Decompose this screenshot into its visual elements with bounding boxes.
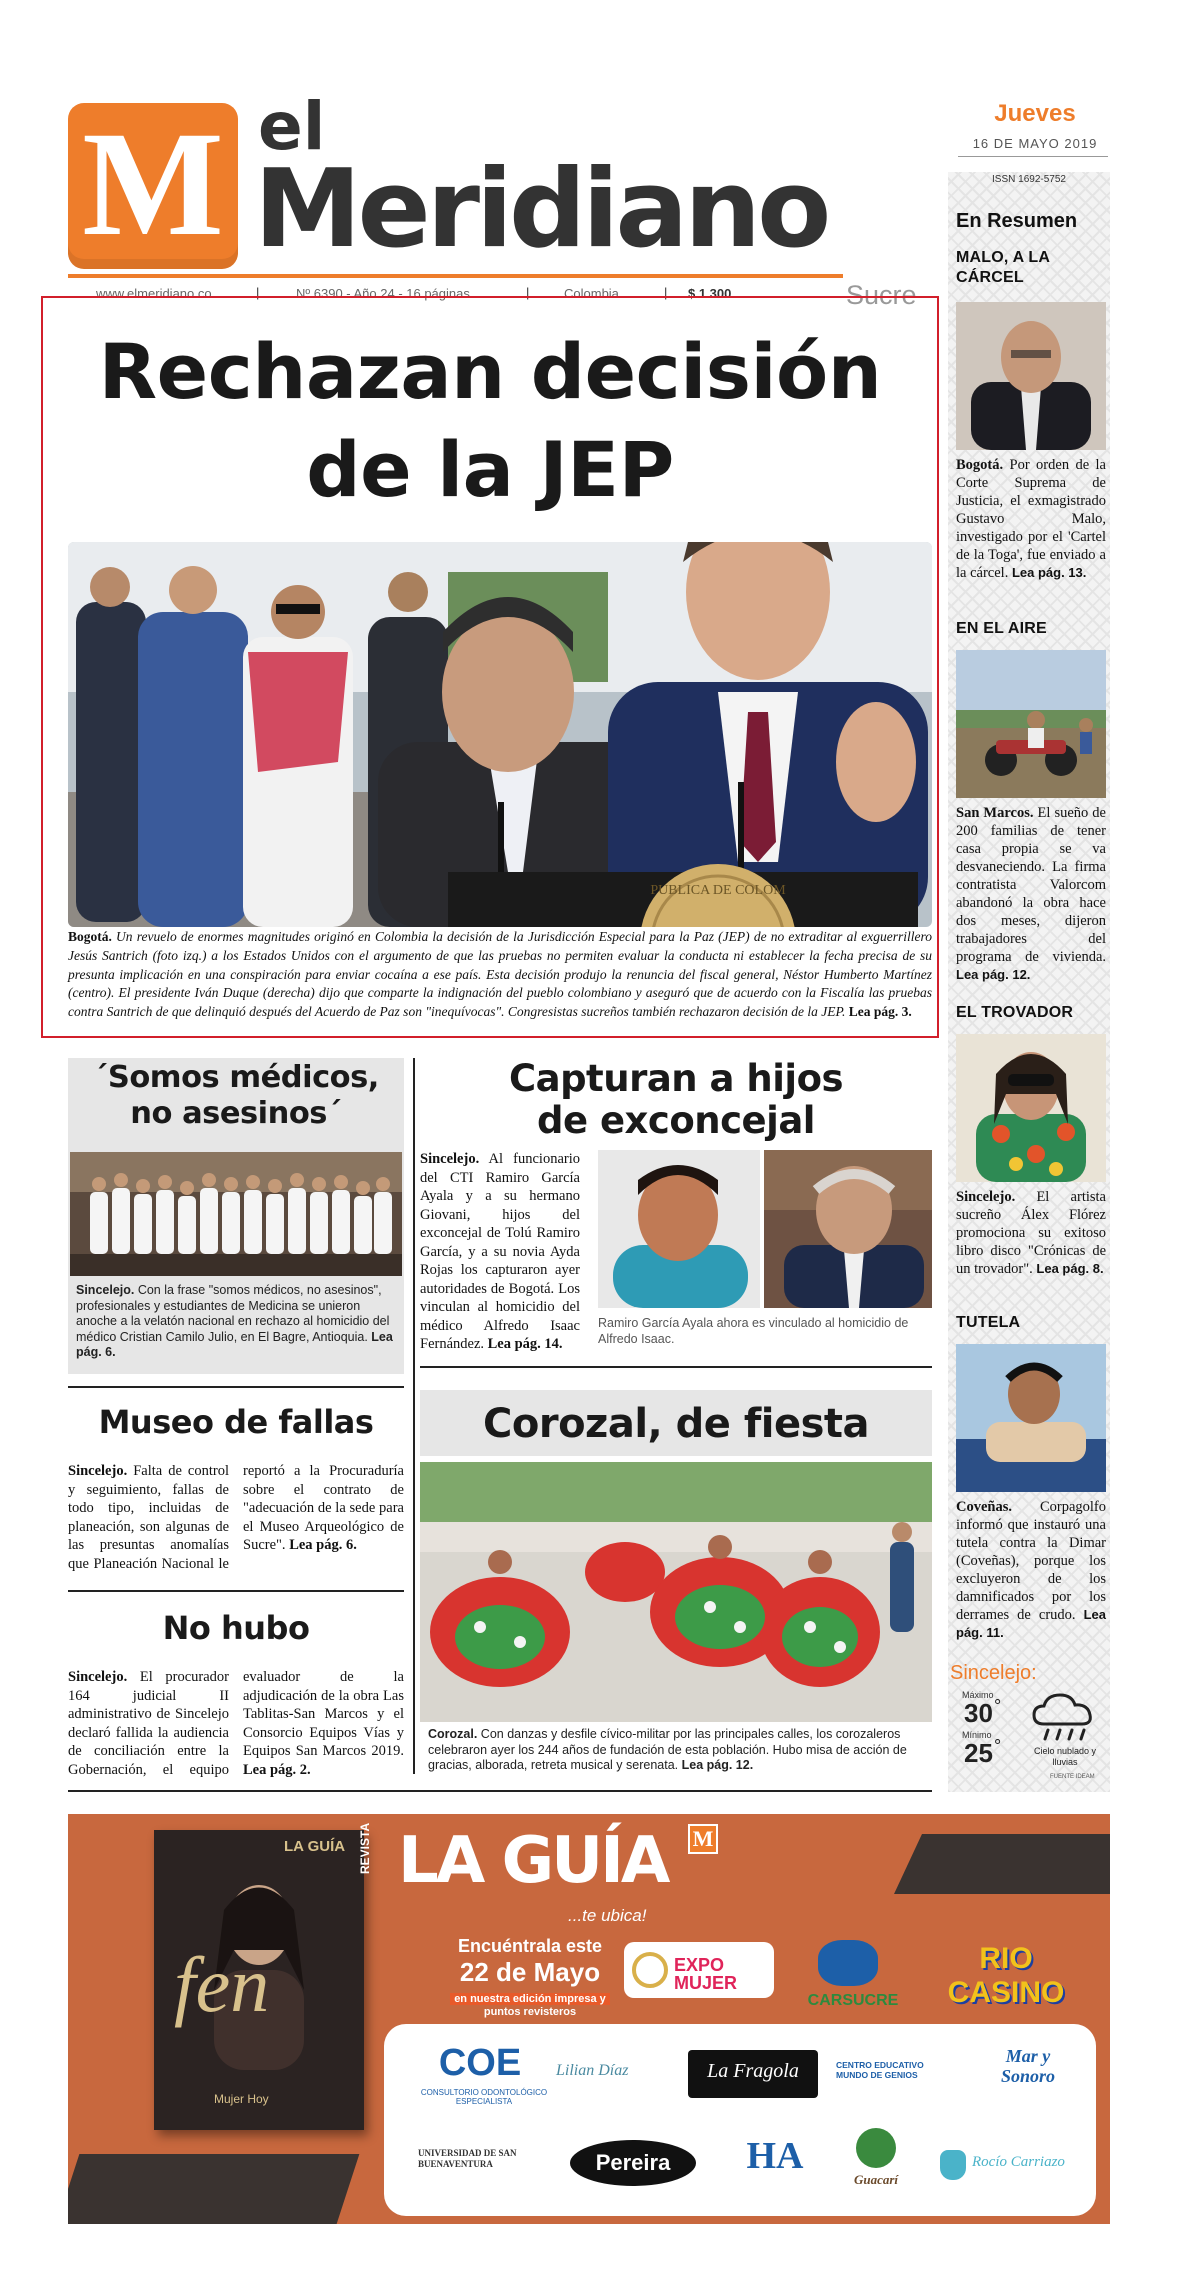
nohubo-body: [68, 1668, 404, 1779]
masthead-orange-rule: [68, 274, 843, 278]
divider: [420, 1366, 932, 1368]
sponsor-fragola-label: La Fragola: [707, 2060, 799, 2082]
website[interactable]: www.elmeridiano.co: [96, 286, 212, 301]
capturan-text: Al funcionario del CTI Ramiro García Ayala y a su hermano Giovani, hijos del exconcejal de Tolú Ramiro García, y a su novia Ayda Rojas los capturaron ayer autoridades de Bogotá. Los vinculan al homicidio del médico Alfredo Isaac Fernández.: [420, 1151, 580, 1352]
sponsor-carsucre[interactable]: [788, 1934, 918, 2020]
nohubo-text: El procurador 164 judicial II administrativo de Sincelejo declaró fallida la audiencia de conciliación entre la Gobernación, el equipo evaluador de la adjudicación de la obra Las Tablitas-San Marcos y el Consorcio Equipos Vías y Equipos San Marcos 2019.: [68, 1669, 404, 1778]
ad-find-box: [410, 1936, 650, 2028]
sidebar-ref-1[interactable]: Lea pág. 12.: [956, 967, 1031, 982]
corozal-headline: Corozal, de fiesta: [483, 1401, 869, 1447]
magazine-stack-right: [894, 1834, 1110, 1894]
ad-find-date: 22 de Mayo: [459, 1957, 601, 1987]
sidebar-item-1-text: El sueño de 200 familias de tener casa propia se va desvaneciendo. La firma contratista Valorcom abandonó la obra hace dos meses, dijeron trabajadores del programa de vivienda.: [956, 805, 1106, 965]
sponsor-mar-sonoro[interactable]: Mar y Sonoro: [1000, 2046, 1056, 2086]
weather-max-label: Máximo: [962, 1690, 994, 1700]
capturan-headline-line1: Capturan a hijos: [508, 1057, 844, 1100]
cover-brand: LA GUÍA: [284, 1838, 346, 1855]
sponsor-expo-mujer-label: EXPO MUJER: [674, 1955, 738, 1993]
sponsor-lilian[interactable]: Lilian Díaz: [556, 2062, 629, 2079]
logo-letter: M: [82, 101, 224, 267]
sidebar-dateline-2: Sincelejo.: [956, 1189, 1016, 1205]
sidebar-label-3: TUTELA: [956, 1314, 1021, 1331]
sidebar-ref-0[interactable]: Lea pág. 13.: [1011, 565, 1087, 580]
lead-caption-dateline: Bogotá.: [68, 929, 112, 944]
sidebar-photo-2: [956, 1034, 1106, 1182]
cloud-rain-icon: [1030, 1690, 1096, 1744]
corozal-ref[interactable]: Lea pág. 12.: [681, 1758, 754, 1772]
capturan-photo-caption: Ramiro García Ayala ahora es vinculado al homicidio de Alfredo Isaac.: [598, 1316, 909, 1346]
medicos-caption-text: Con la frase "somos médicos, no asesinos", profesionales y estudiantes de Medicina se unieron anoche a la velatón nacional en rechazo al homicidio del médico Cristian Camilo Julio, en El Bagre, Antioquia.: [76, 1283, 390, 1344]
corozal-caption: [428, 1727, 932, 1774]
lead-photo: [68, 542, 932, 927]
lead-caption: [68, 928, 932, 1022]
weather-min-value: 25: [964, 1738, 993, 1768]
sidebar-item-2-text: El artista sucreño Álex Flórez promociona su exitoso libro disco "Crónicas de un trovador".: [956, 1189, 1106, 1277]
divider: [68, 1790, 932, 1792]
sidebar-item-3-text: Corpagolfo informó que instauró una tutela contra la Dimar (Coveñas), porque los excluyeron de los damnificados por los derrames de crudo.: [956, 1499, 1106, 1623]
price: $ 1.300: [688, 286, 732, 301]
museo-headline: Museo de fallas: [98, 1403, 374, 1441]
logo-word-el: el: [258, 88, 326, 165]
weather-source: FUENTE IDEAM: [1050, 1774, 1095, 1780]
sidebar-label-0: MALO, A LA CÁRCEL: [956, 249, 1050, 286]
sponsor-coe[interactable]: COE: [438, 2042, 522, 2084]
separator: |: [526, 285, 530, 300]
sponsor-expo-mujer[interactable]: [624, 1942, 774, 1998]
day-label: Jueves: [994, 100, 1076, 127]
medicos-photo: [70, 1152, 402, 1276]
sidebar-dateline-1: San Marcos.: [956, 805, 1034, 821]
sidebar-ref-3[interactable]: Lea pág. 11.: [956, 1607, 1106, 1640]
sidebar-item-0-text: Por orden de la Corte Suprema de Justicia, el exmagistrado Gustavo Malo, investigado por el 'Cartel de la Toga', fue enviado a la cárcel.: [956, 457, 1106, 581]
sidebar-photo-0: [956, 302, 1106, 450]
ad-revista: REVISTA: [358, 1822, 372, 1874]
sponsor-rio-casino-label: RIO CASINO: [947, 1942, 1065, 2009]
weather-box: [948, 1662, 1110, 1790]
sponsor-rocio-label: Rocío Carriazo: [972, 2154, 1065, 2170]
magazine-stack: [68, 2154, 359, 2224]
date-rule: [958, 156, 1108, 157]
ad-brand-badge: M: [688, 1824, 718, 1854]
logo-word-meridiano: Meridiano: [254, 147, 828, 272]
date-label: 16 DE MAYO 2019: [972, 136, 1098, 151]
capturan-dateline: Sincelejo.: [420, 1151, 480, 1167]
nohubo-headline: No hubo: [162, 1609, 310, 1647]
sidebar-text-1: [956, 804, 1106, 984]
map-icon: [818, 1940, 878, 1986]
ad-find-line3: en nuestra edición impresa y: [450, 1993, 610, 2005]
corozal-dateline: Corozal.: [428, 1727, 478, 1741]
sponsor-fragola[interactable]: [688, 2050, 818, 2098]
weather-condition: Cielo nublado y lluvias: [1033, 1746, 1097, 1767]
capturan-body: [420, 1150, 580, 1354]
sidebar-label-1: EN EL AIRE: [956, 620, 1047, 637]
sponsor-guacari[interactable]: [846, 2128, 906, 2198]
divider: [68, 1590, 404, 1592]
lead-headline-line1: Rechazan decisión: [98, 327, 882, 416]
museo-text: Falta de control y seguimiento, fallas de todo tipo, incluidas de planeación, son algunas de las presuntas anomalías que Planeación Nacional le reportó a la Procuraduría sobre el contrato de "adecuación de la sede para el Museo Arqueológico de Sucre".: [68, 1463, 404, 1572]
country: Colombia: [564, 286, 619, 301]
ad-tagline: ...te ubica!: [568, 1906, 647, 1925]
sidebar-text-3: [956, 1498, 1106, 1642]
ad-brand: LA GUÍA: [398, 1824, 668, 1898]
sponsor-usb[interactable]: UNIVERSIDAD DE SAN BUENAVENTURA: [418, 2148, 517, 2169]
medicos-caption: [76, 1283, 400, 1361]
capturan-ref[interactable]: Lea pág. 14.: [487, 1336, 563, 1352]
lead-caption-text: Un revuelo de enormes magnitudes originó en Colombia la decisión de la Jurisdicción Especial para la Paz (JEP) de no extraditar al exguerrillero Jesús Santrich (foto izq.) a los Estados Unidos con el argumento de que las pruebas no permiten evaluar la conducta ni establecer la fecha precisa de su presunta implicación en una conspiración para enviar cocaína a ese país. Esta decisión produjo la renuncia del fiscal general, Néstor Humberto Martínez (centro). El presidente Iván Duque (derecha) dijo que comparte la indignación del pueblo colombiano y aseguró que de acuerdo con la Fiscalía las pruebas contra Santrich de que delinquió después del Acuerdo de Paz son "inequívocas". Congresistas sucreños también rechazaron decisión de la JEP.: [68, 929, 932, 1020]
sidebar-dateline-3: Coveñas.: [956, 1499, 1012, 1515]
cover-sub: Mujer Hoy: [214, 2092, 269, 2106]
ad-banner[interactable]: [68, 1814, 1110, 2224]
issn: ISSN 1692-5752: [992, 174, 1066, 185]
sponsor-mundo-genios[interactable]: CENTRO EDUCATIVO MUNDO DE GENIOS: [836, 2060, 924, 2080]
sidebar-photo-1: [956, 650, 1106, 798]
logo-badge: [68, 103, 238, 269]
lead-headline-line2: de la JEP: [306, 425, 674, 514]
sidebar-dateline-0: Bogotá.: [956, 457, 1004, 473]
tree-icon: [856, 2128, 896, 2168]
sidebar-label-2: EL TROVADOR: [956, 1004, 1074, 1021]
capturan-photo-1: [598, 1150, 760, 1308]
sidebar-text-0: [956, 456, 1106, 582]
edition-label: Sucre: [846, 280, 917, 310]
lead-caption-ref[interactable]: Lea pág. 3.: [848, 1004, 912, 1020]
sidebar-ref-2[interactable]: Lea pág. 8.: [1036, 1261, 1104, 1276]
divider: [68, 1386, 404, 1388]
sidebar-text-2: [956, 1188, 1106, 1278]
tooth-icon: [940, 2150, 966, 2180]
museo-body: [68, 1462, 404, 1573]
sponsor-pereira[interactable]: [570, 2140, 696, 2186]
sidebar-title: En Resumen: [956, 210, 1078, 232]
weather-max-value: 30: [964, 1698, 993, 1728]
separator: |: [256, 285, 260, 300]
nohubo-dateline: Sincelejo.: [68, 1669, 128, 1685]
cover-title: fen: [174, 1941, 270, 2028]
corozal-caption-text: Con danzas y desfile cívico-militar por las principales calles, los corozaleros celebraron ayer los 244 años de fundación de esta población. Hubo misa de acción de gracias, alborada, retreta musical y serenata.: [428, 1727, 907, 1772]
corozal-photo: [420, 1462, 932, 1722]
column-divider: [413, 1058, 415, 1774]
sponsor-carsucre-label: CARSUCRE: [807, 1992, 899, 2009]
weather-city: Sincelejo:: [950, 1662, 1037, 1684]
seal-text: PUBLICA DE COLOM: [650, 883, 786, 898]
weather-min-deg: °: [994, 1736, 1002, 1756]
sponsor-pereira-label: Pereira: [595, 2150, 671, 2175]
separator: |: [664, 285, 668, 300]
sponsor-rocio[interactable]: [940, 2146, 1080, 2186]
sponsor-coe-sub: CONSULTORIO ODONTOLÓGICO ESPECIALISTA: [420, 2088, 548, 2106]
flower-icon: [632, 1952, 668, 1988]
capturan-headline-line2: de exconcejal: [537, 1099, 815, 1142]
medicos-ref[interactable]: Lea pág. 6.: [76, 1329, 393, 1359]
medicos-dateline: Sincelejo.: [76, 1283, 135, 1297]
weather-max-deg: °: [994, 1696, 1002, 1716]
sponsor-rio-casino[interactable]: [936, 1932, 1076, 2018]
magazine-cover: [154, 1830, 364, 2130]
ad-find-line4: puntos revisteros: [483, 2006, 577, 2018]
sponsor-guacari-label: Guacarí: [853, 2172, 899, 2187]
sidebar-photo-3: [956, 1344, 1106, 1492]
medicos-headline: ´Somos médicos, no asesinos´: [93, 1060, 379, 1131]
capturan-photo-2: [764, 1150, 932, 1308]
weather-min-label: Mínimo: [962, 1730, 992, 1740]
sponsor-ha[interactable]: HA: [746, 2135, 804, 2177]
issue-number: Nº 6390 - Año 24 - 16 páginas: [296, 286, 470, 301]
museo-ref[interactable]: Lea pág. 6.: [289, 1537, 357, 1553]
museo-dateline: Sincelejo.: [68, 1463, 128, 1479]
nohubo-ref[interactable]: Lea pág. 2.: [243, 1761, 311, 1778]
ad-find-line1: Encuéntrala este: [457, 1936, 603, 1956]
